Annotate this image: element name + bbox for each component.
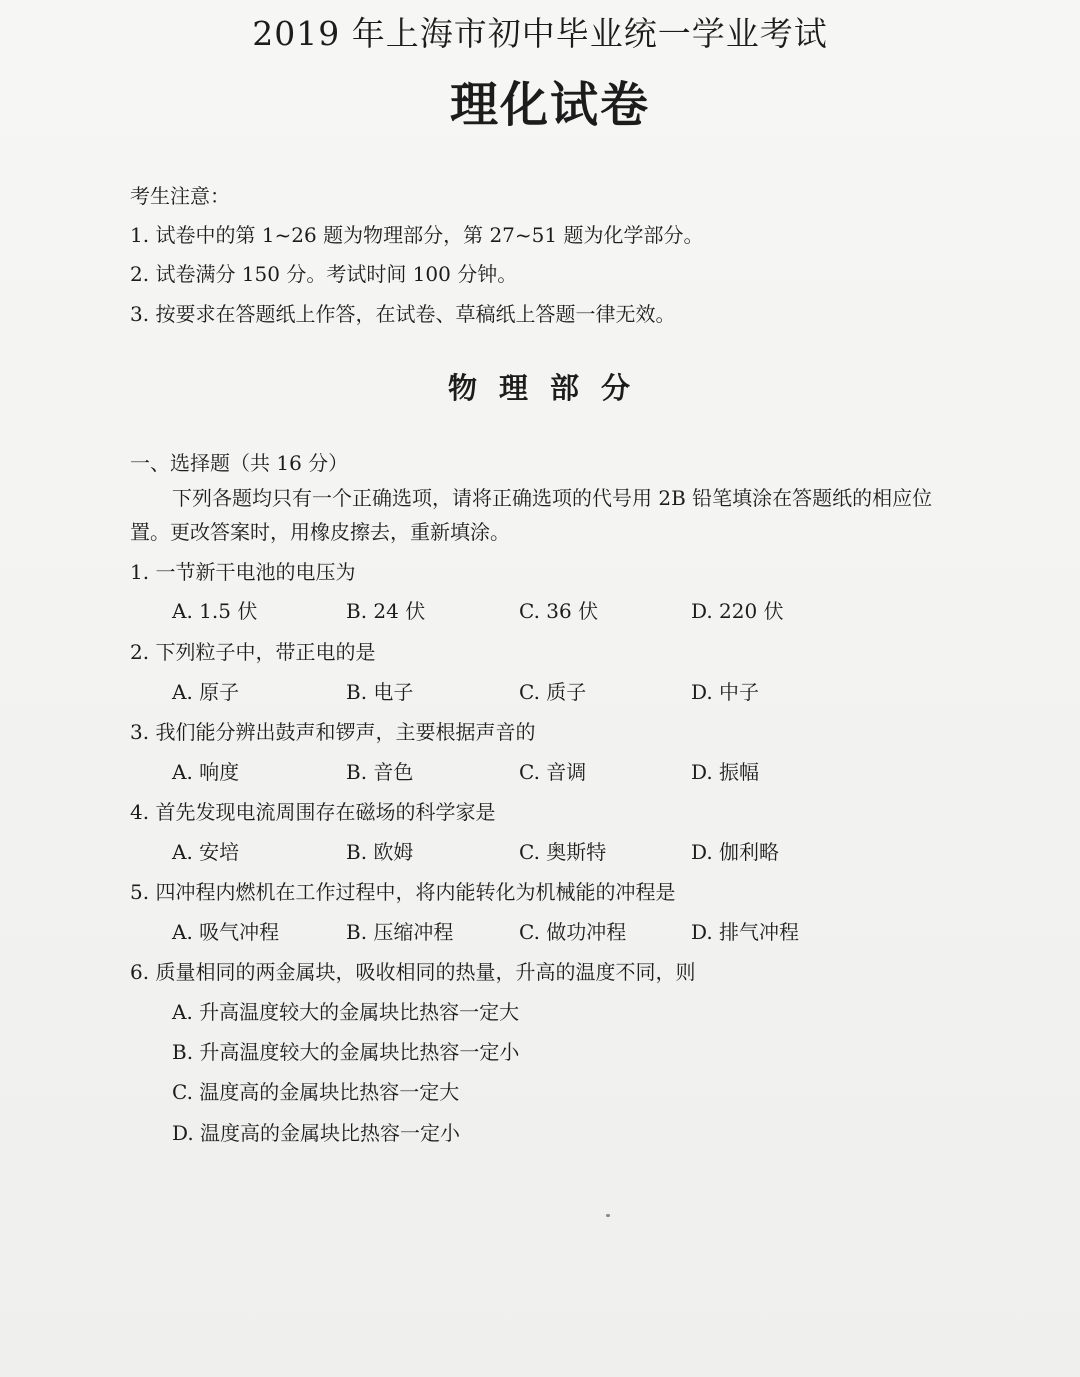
question-6-stem: 6. 质量相同的两金属块，吸收相同的热量，升高的温度不同，则: [130, 960, 696, 984]
scan-speck: [606, 1214, 610, 1217]
question-2-option-a: A. 原子: [172, 680, 240, 704]
question-2-stem: 2. 下列粒子中，带正电的是: [130, 640, 376, 664]
exam-title: 2019 年上海市初中毕业统一学业考试: [252, 14, 828, 53]
question-4-option-b: B. 欧姆: [346, 840, 414, 864]
part-heading: 一、选择题（共 16 分）: [130, 451, 349, 475]
question-5-option-b: B. 压缩冲程: [346, 920, 454, 944]
question-1-option-b: B. 24 伏: [346, 599, 426, 623]
notice-heading: 考生注意：: [130, 184, 230, 208]
question-5-option-c: C. 做功冲程: [519, 920, 627, 944]
question-3-option-a: A. 响度: [172, 760, 240, 784]
question-2-option-b: B. 电子: [346, 680, 414, 704]
question-4-option-c: C. 奥斯特: [519, 840, 607, 864]
notice-item-1: 1. 试卷中的第 1~26 题为物理部分，第 27~51 题为化学部分。: [130, 223, 704, 247]
question-6-option-c: C. 温度高的金属块比热容一定大: [172, 1080, 460, 1104]
instruction-line-2: 置。更改答案时，用橡皮擦去，重新填涂。: [130, 520, 510, 544]
notice-item-2: 2. 试卷满分 150 分。考试时间 100 分钟。: [130, 262, 518, 286]
question-5-option-a: A. 吸气冲程: [172, 920, 280, 944]
question-3-option-c: C. 音调: [519, 760, 587, 784]
question-4-option-d: D. 伽利略: [691, 840, 780, 864]
question-6-option-b: B. 升高温度较大的金属块比热容一定小: [172, 1040, 520, 1064]
paper-title: 理化试卷: [449, 77, 650, 133]
question-3-option-b: B. 音色: [346, 760, 414, 784]
question-1-option-a: A. 1.5 伏: [172, 599, 258, 623]
question-1-option-d: D. 220 伏: [691, 599, 784, 623]
instruction-line-1: 下列各题均只有一个正确选项，请将正确选项的代号用 2B 铅笔填涂在答题纸的相应位: [172, 486, 933, 510]
notice-item-3: 3. 按要求在答题纸上作答，在试卷、草稿纸上答题一律无效。: [130, 302, 676, 326]
question-1-option-c: C. 36 伏: [519, 599, 599, 623]
question-6-option-d: D. 温度高的金属块比热容一定小: [172, 1121, 461, 1145]
question-6-option-a: A. 升高温度较大的金属块比热容一定大: [172, 1000, 520, 1024]
question-1-stem: 1. 一节新干电池的电压为: [130, 560, 356, 584]
question-3-stem: 3. 我们能分辨出鼓声和锣声，主要根据声音的: [130, 720, 536, 744]
question-5-option-d: D. 排气冲程: [691, 920, 800, 944]
section-title: 物理部分: [447, 371, 652, 405]
question-4-stem: 4. 首先发现电流周围存在磁场的科学家是: [130, 800, 496, 824]
question-2-option-d: D. 中子: [691, 680, 760, 704]
question-2-option-c: C. 质子: [519, 680, 587, 704]
question-4-option-a: A. 安培: [172, 840, 240, 864]
question-5-stem: 5. 四冲程内燃机在工作过程中，将内能转化为机械能的冲程是: [130, 880, 676, 904]
question-3-option-d: D. 振幅: [691, 760, 760, 784]
